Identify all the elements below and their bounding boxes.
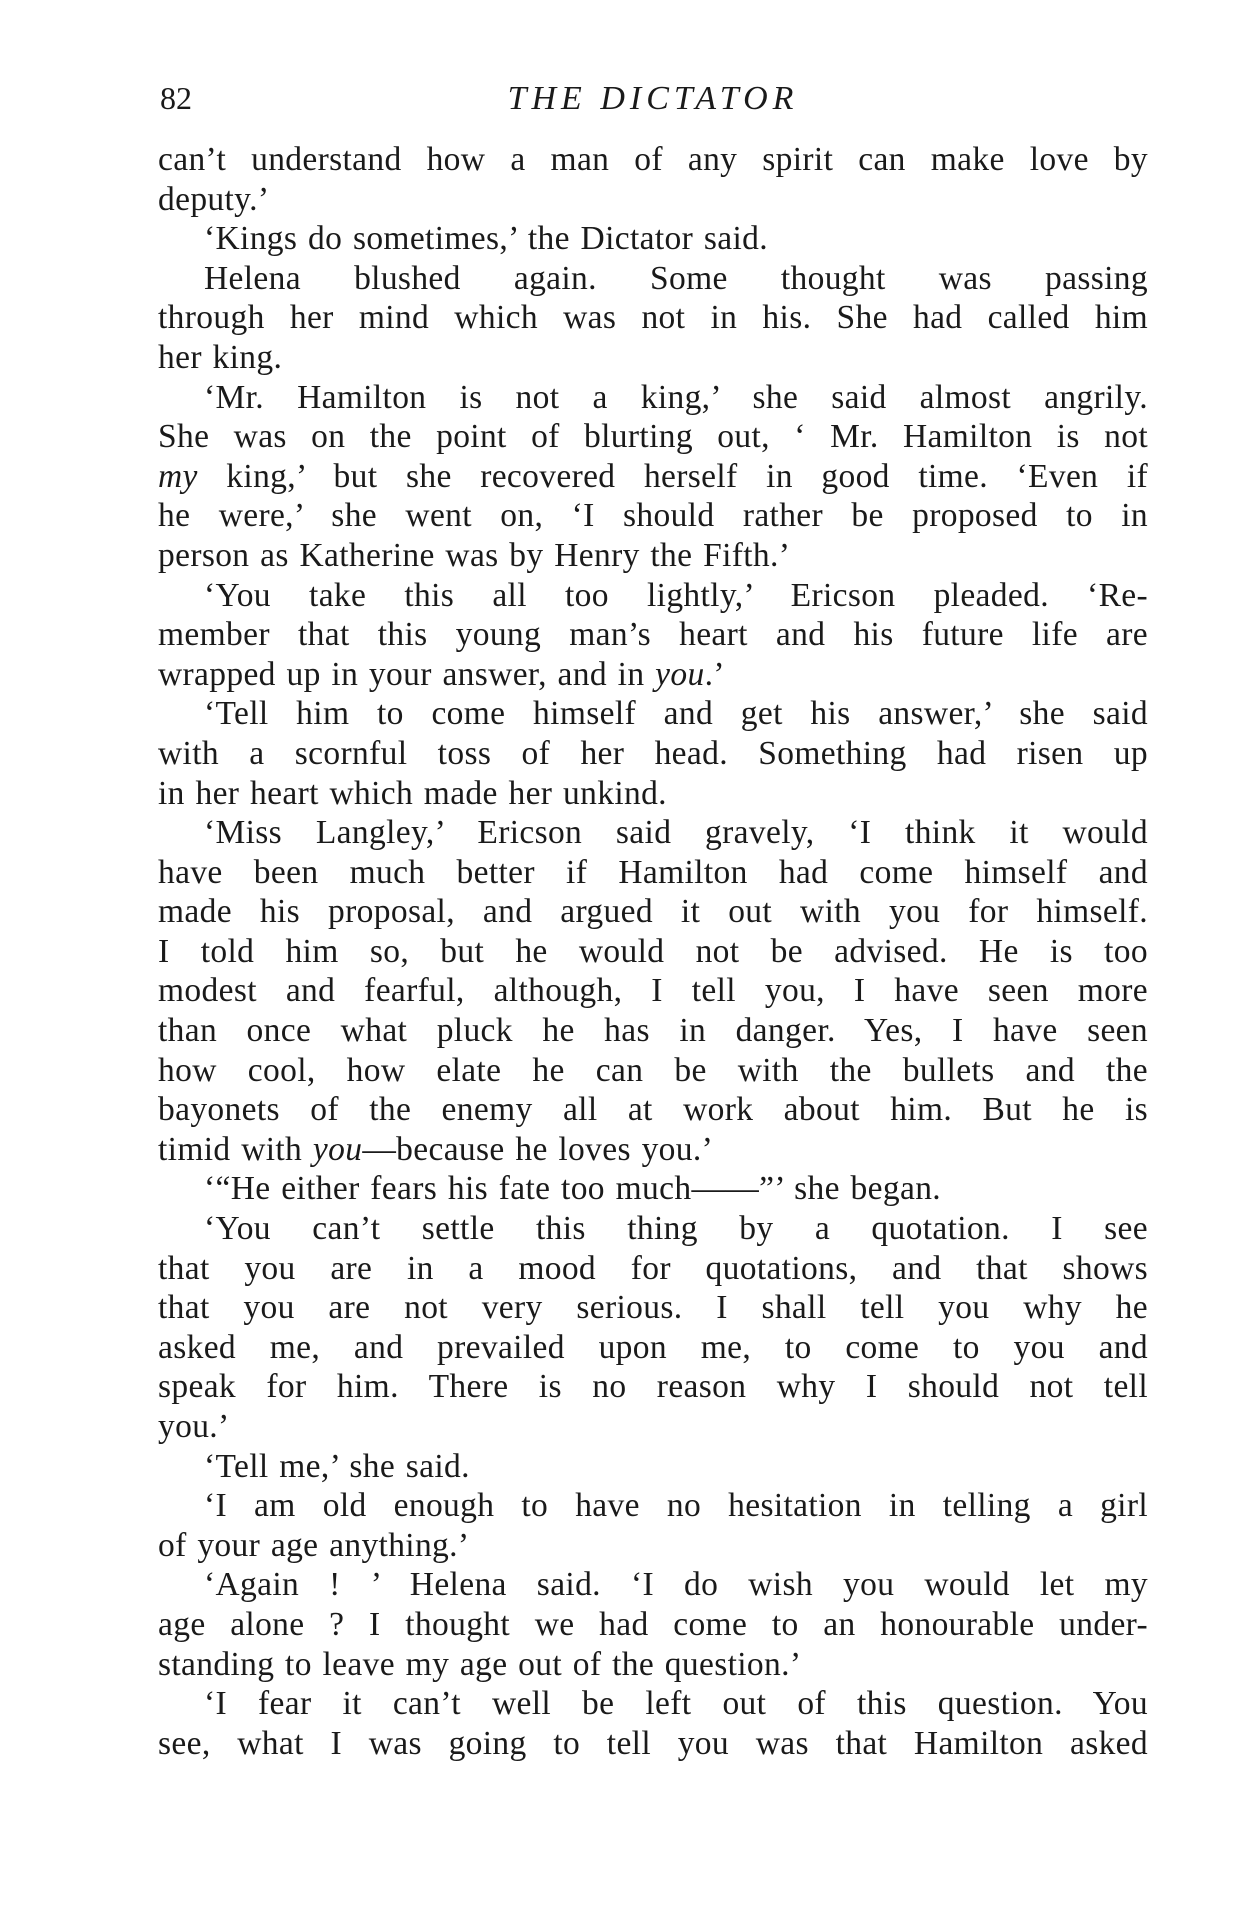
paragraph [158,576,1148,695]
text-line: I told him so, but he would not be advised. He is too [158,932,1148,970]
text-line: made his proposal, and argued it out with you for himself. [158,893,1148,931]
italic-word: you [312,1130,363,1168]
text-line: member that this young man’s heart and his future life are [158,616,1148,654]
paragraph [158,1209,1148,1447]
text-line: how cool, how elate he can be with the bullets and the [158,1051,1148,1089]
text-line: can’t understand how a man of any spirit can make love by [158,141,1148,178]
text-line: ‘Tell him to come himself and get his answer,’ she said [204,695,1148,733]
text-line: speak for him. There is no reason why I should not tell [158,1368,1148,1406]
text-line: ‘Mr. Hamilton is not a king,’ she said almost angrily. [204,378,1148,416]
paragraph [158,259,1148,378]
page-number: 82 [160,80,192,116]
text-line: wrapped up in your answer, and in you.’ [158,655,725,693]
text-line: standing to leave my age out of the question.’ [158,1645,802,1683]
text-line: timid with you—because he loves you.’ [158,1130,714,1168]
paragraph [158,1486,1148,1565]
text-line: Helena blushed again. Some thought was passing [204,259,1148,297]
text-line: ‘You take this all too lightly,’ Ericson pleaded. ‘Re- [204,576,1148,614]
paragraph [158,1565,1148,1684]
text-line: person as Katherine was by Henry the Fifth.’ [158,536,791,574]
text-line: ‘I am old enough to have no hesitation in telling a girl [204,1487,1148,1525]
text-line: modest and fearful, although, I tell you, I have seen more [158,972,1148,1010]
paragraph [158,813,1148,1169]
text-line: of your age anything.’ [158,1526,470,1564]
text-line: see, what I was going to tell you was that Hamilton asked [158,1724,1148,1762]
text-line: that you are not very serious. I shall tell you why he [158,1289,1148,1327]
text-line: with a scornful toss of her head. Something had risen up [158,734,1148,772]
text-line: ‘I fear it can’t well be left out of this question. You [204,1685,1148,1723]
body-text [158,140,1148,1763]
italic-word: you [655,655,705,693]
text-line: her king. [158,338,283,376]
paragraph [158,140,1148,219]
text-line: deputy.’ [158,180,270,218]
text-line: ‘Again ! ’ Helena said. ‘I do wish you would let my [204,1566,1148,1604]
text-line: bayonets of the enemy all at work about him. But he is [158,1091,1148,1129]
text-line: my king,’ but she recovered herself in good time. ‘Even if [158,457,1148,495]
paragraph [158,694,1148,813]
book-page [158,80,1148,1763]
text-line: ‘“He either fears his fate too much——”’ she began. [204,1170,942,1208]
running-head [158,80,1148,140]
text-line: than once what pluck he has in danger. Yes, I have seen [158,1012,1148,1050]
text-line: age alone ? I thought we had come to an honourable under- [158,1605,1148,1643]
paragraph [158,1169,1148,1209]
paragraph [158,378,1148,576]
text-line: you.’ [158,1408,230,1445]
running-title: THE DICTATOR [507,80,799,117]
text-line: ‘Kings do sometimes,’ the Dictator said. [204,220,768,258]
paragraph [158,219,1148,259]
text-line: ‘Tell me,’ she said. [204,1447,470,1485]
text-line: he were,’ she went on, ‘I should rather be proposed to in [158,497,1148,535]
text-line: in her heart which made her unkind. [158,774,667,812]
text-line: have been much better if Hamilton had come himself and [158,853,1148,891]
text-line: ‘Miss Langley,’ Ericson said gravely, ‘I think it would [204,814,1148,852]
text-line: that you are in a mood for quotations, and that shows [158,1249,1148,1287]
text-line: ‘You can’t settle this thing by a quotation. I see [204,1210,1148,1248]
text-line: She was on the point of blurting out, ‘ Mr. Hamilton is not [158,418,1148,456]
text-line: through her mind which was not in his. She had called him [158,299,1148,337]
text-line: asked me, and prevailed upon me, to come to you and [158,1328,1148,1366]
italic-word: my [158,457,198,495]
paragraph [158,1447,1148,1487]
paragraph [158,1684,1148,1763]
